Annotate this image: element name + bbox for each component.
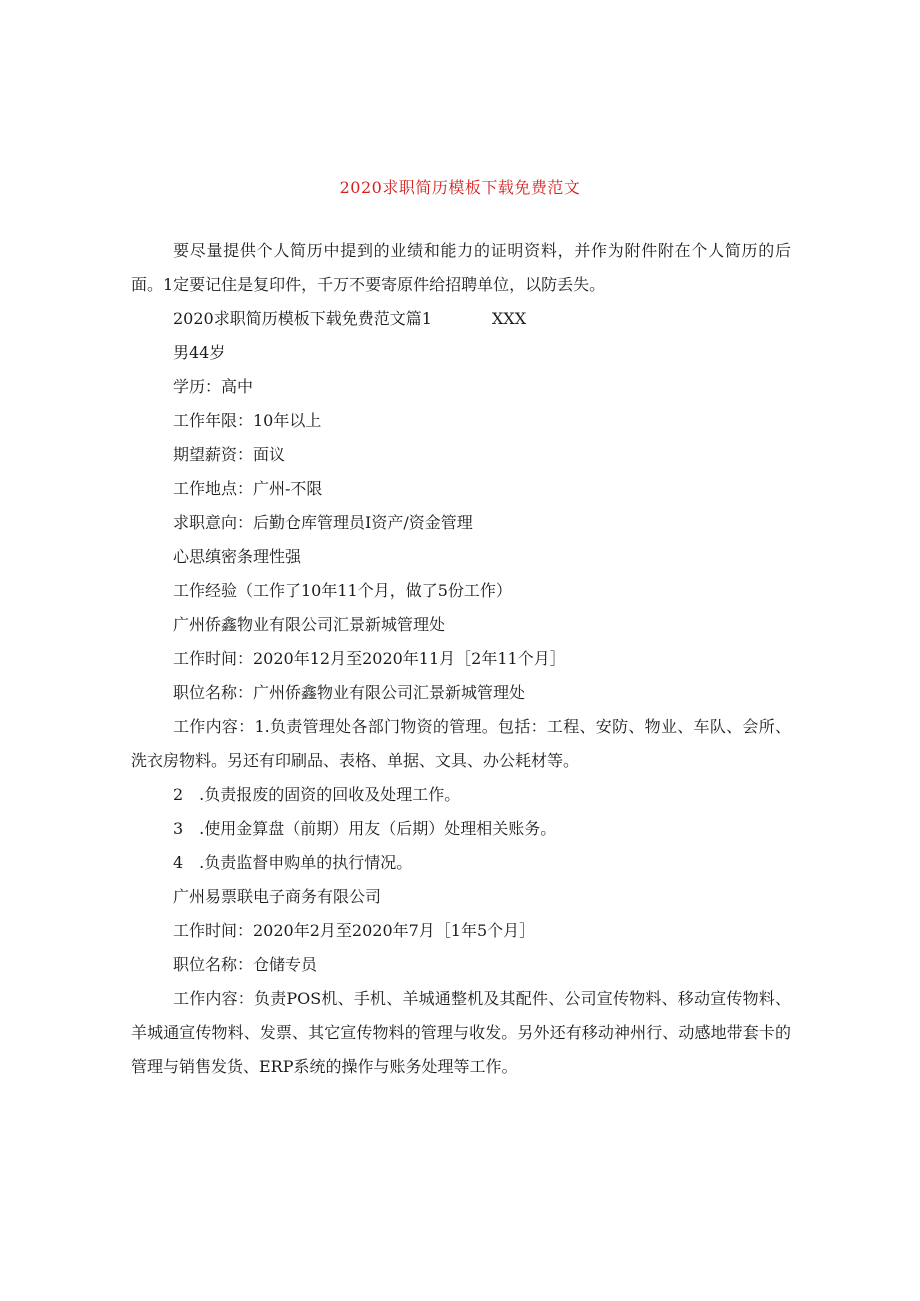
gender-age: 男44岁 <box>173 343 226 362</box>
job-item: 4 .负责监督申购单的执行情况。 <box>173 853 413 872</box>
experience-summary: 工作经验（工作了10年11个月，做了5份工作） <box>173 581 512 600</box>
job-position: 职位名称：广州侨鑫物业有限公司汇景新城管理处 <box>173 683 526 702</box>
job-company: 广州侨鑫物业有限公司汇景新城管理处 <box>173 615 446 634</box>
job-intention: 求职意向：后勤仓库管理员I资产/资金管理 <box>173 513 473 532</box>
expected-salary: 期望薪资：面议 <box>173 445 286 464</box>
job-content: 工作内容：1.负责管理处各部门物资的管理。包括：工程、安防、物业、车队、会所、洗衣房物料。另还有印刷品、表格、单据、文具、办公耗材等。 <box>131 717 791 770</box>
section-heading: 2020求职简历模板下载免费范文篇1 <box>173 309 432 328</box>
job-content: 工作内容：负责POS机、手机、羊城通整机及其配件、公司宣传物料、移动宣传物料、羊城通宣传物料、发票、其它宣传物料的管理与收发。另外还有移动神州行、动感地带套卡的管理与销售发货、ERP系统的操作与账务处理等工作。 <box>131 989 791 1076</box>
section-heading-line <box>131 302 791 336</box>
intro-paragraph: 要尽量提供个人简历中提到的业绩和能力的证明资料，并作为附件附在个人简历的后面。1定要记住是复印件，千万不要寄原件给招聘单位，以防丢失。 <box>131 241 791 294</box>
document-body <box>131 234 791 1084</box>
job-company: 广州易票联电子商务有限公司 <box>173 887 382 906</box>
education: 学历：高中 <box>173 377 254 396</box>
job-position: 职位名称：仓储专员 <box>173 955 318 974</box>
candidate-name: XXX <box>491 309 527 328</box>
job-period: 工作时间：2020年12月至2020年11月［2年11个月］ <box>173 649 566 668</box>
job-item: 2 .负责报废的固资的回收及处理工作。 <box>173 785 461 804</box>
document-title: 2020求职简历模板下载免费范文 <box>339 178 581 197</box>
self-evaluation: 心思缜密条理性强 <box>173 547 302 566</box>
work-years: 工作年限：10年以上 <box>173 411 322 430</box>
job-period: 工作时间：2020年2月至2020年7月［1年5个月］ <box>173 921 536 940</box>
work-location: 工作地点：广州-不限 <box>173 479 323 498</box>
job-item: 3 .使用金算盘（前期）用友（后期）处理相关账务。 <box>173 819 557 838</box>
